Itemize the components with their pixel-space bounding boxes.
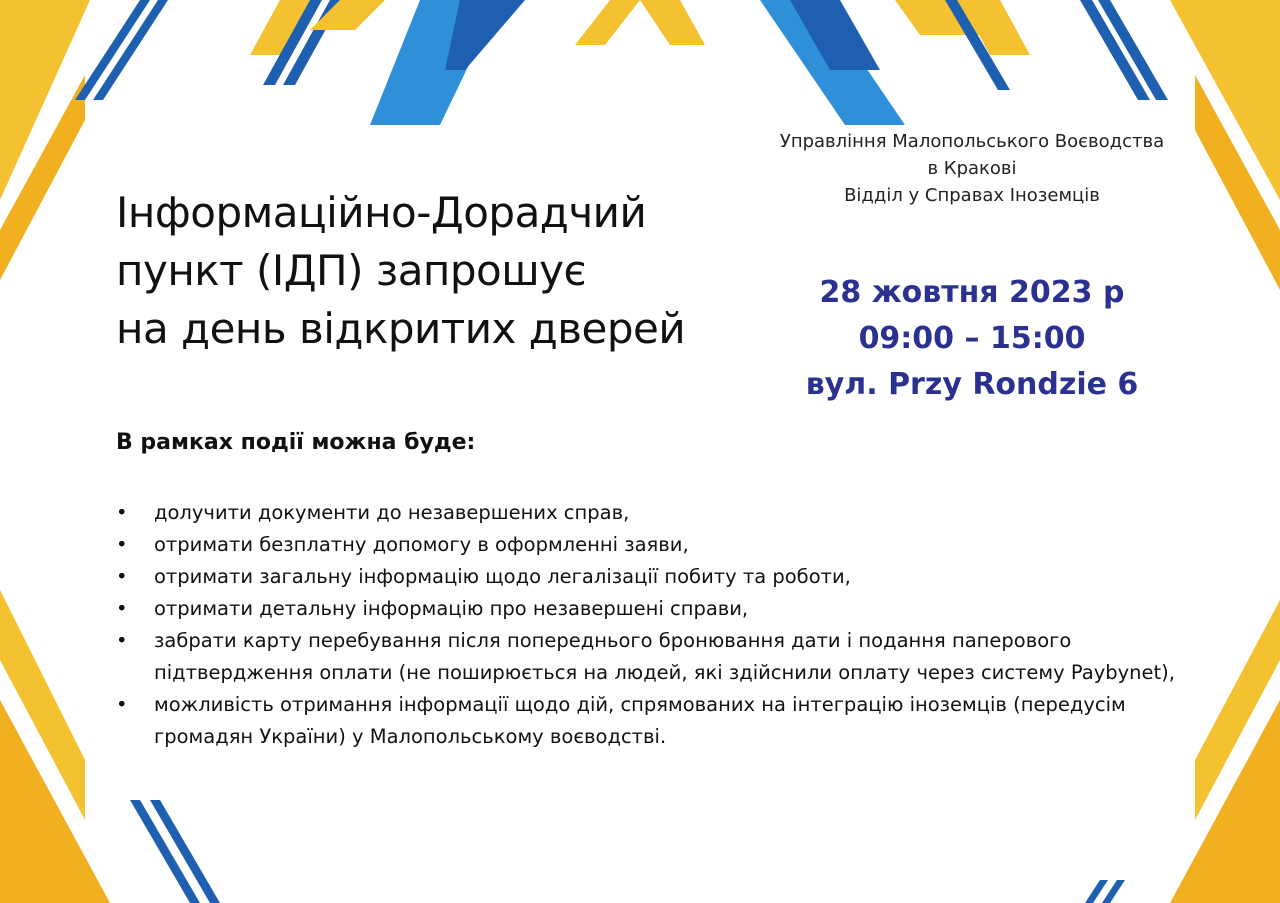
top-yellow-stripe: [310, 0, 385, 30]
intro-heading: В рамках події можна буде:: [116, 430, 476, 455]
list-item: [116, 593, 1196, 625]
headline-line: Інформаційно-Дорадчий: [116, 188, 647, 237]
event-address: вул. Przy Rondzie 6: [805, 367, 1139, 402]
bullet-marker: •: [116, 629, 128, 652]
headline: [116, 184, 756, 358]
bullet-marker: •: [116, 597, 128, 620]
list-item-text: долучити документи до незавершених справ,: [154, 501, 630, 524]
event-date: 28 жовтня 2023 р: [819, 275, 1125, 310]
list-item: [116, 689, 1196, 753]
list-item-text: забрати карту перебування після попереднього бронювання дати і подання паперового підтвердження оплати (не поширюється на людей, які здійснили оплату через систему Paybynet),: [154, 629, 1175, 684]
list-item: [116, 497, 1196, 529]
headline-line: пункт (ІДП) запрошує: [116, 246, 587, 295]
headline-line: на день відкритих дверей: [116, 304, 686, 353]
list-item-text: отримати загальну інформацію щодо легалізації побиту та роботи,: [154, 565, 851, 588]
list-item: [116, 529, 1196, 561]
bullet-marker: •: [116, 533, 128, 556]
event-time: 09:00 – 15:00: [858, 321, 1086, 356]
event-details: [760, 270, 1184, 408]
bullet-marker: •: [116, 565, 128, 588]
organization-block: [760, 128, 1184, 209]
bullet-marker: •: [116, 501, 128, 524]
top-yellow-chevron: [640, 0, 705, 45]
list-item: [116, 561, 1196, 593]
bullet-marker: •: [116, 693, 128, 716]
list-item-text: можливість отримання інформації щодо дій, спрямованих на інтеграцію іноземців (передусім громадян України) у Малопольському воєводстві.: [154, 693, 1126, 748]
list-item: [116, 625, 1196, 689]
list-item-text: отримати безплатну допомогу в оформленні заяви,: [154, 533, 689, 556]
organization-line: в Кракові: [927, 158, 1017, 179]
activities-list: [116, 497, 1196, 753]
list-item-text: отримати детальну інформацію про незавершені справи,: [154, 597, 749, 620]
top-yellow-chevron: [575, 0, 640, 45]
organization-line: Відділ у Справах Іноземців: [844, 185, 1100, 206]
organization-line: Управління Малопольського Воєводства: [779, 131, 1165, 152]
